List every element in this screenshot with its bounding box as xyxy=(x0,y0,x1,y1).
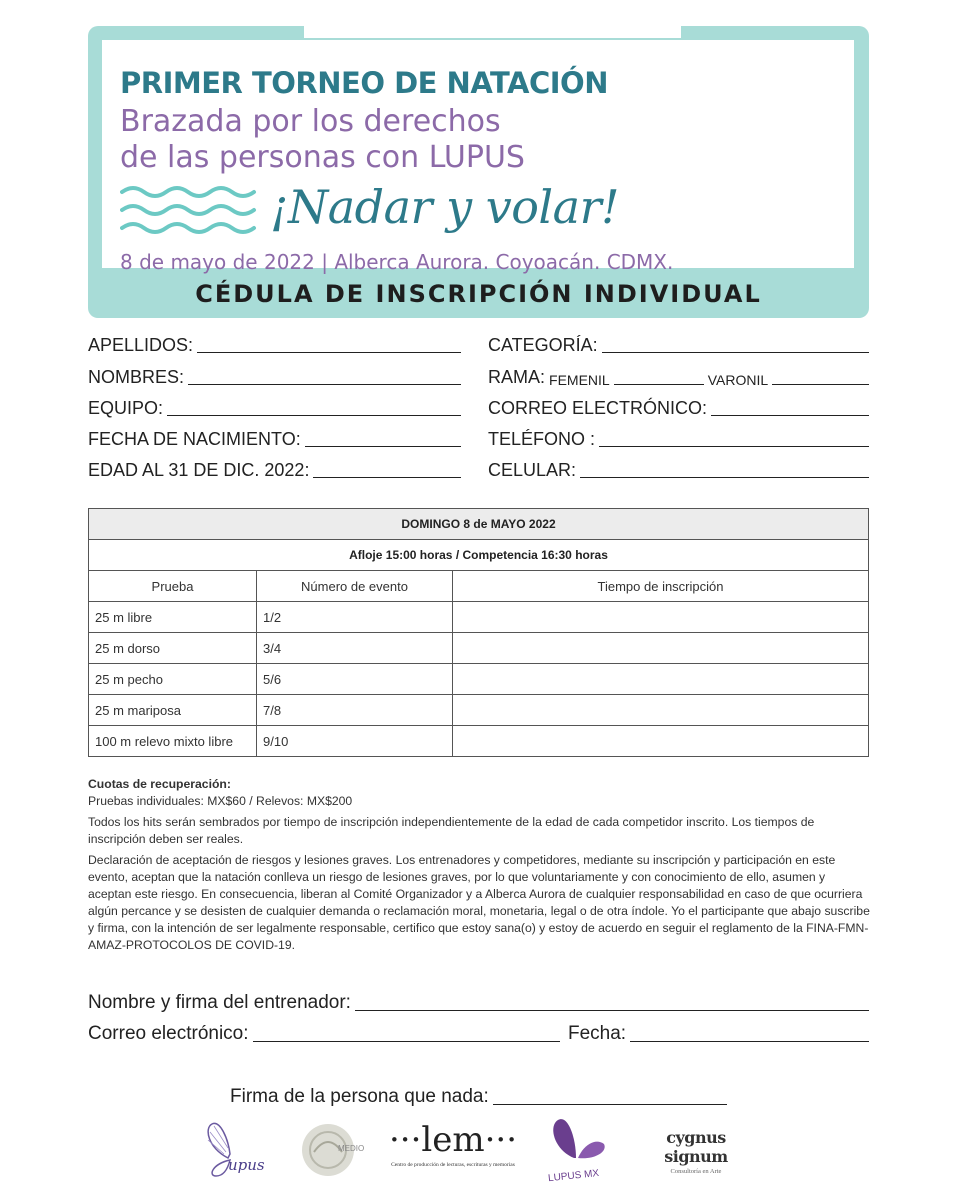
prueba-cell: 25 m pecho xyxy=(89,664,257,695)
edad-field[interactable] xyxy=(88,457,461,481)
prueba-cell: 25 m mariposa xyxy=(89,695,257,726)
lem-logo xyxy=(386,1122,520,1182)
table-row xyxy=(89,695,869,726)
equipo-field[interactable] xyxy=(88,395,461,419)
gris-medio-text: MEDIO xyxy=(338,1144,365,1153)
lem-logo-subtitle: Centro de producción de lecturas, escrituras y memorias xyxy=(391,1162,515,1168)
correo-label: CORREO ELECTRÓNICO: xyxy=(488,398,708,418)
table-row xyxy=(89,726,869,757)
table-row xyxy=(89,633,869,664)
celular-line[interactable] xyxy=(580,477,869,478)
coach-signature-field[interactable] xyxy=(88,990,869,1014)
lupus-mx-logo xyxy=(544,1114,610,1186)
schedule-table xyxy=(88,508,869,757)
apellidos-label: APELLIDOS: xyxy=(88,335,194,355)
tiempo-cell[interactable] xyxy=(453,726,869,757)
fecha-nacimiento-line[interactable] xyxy=(305,446,461,447)
coach-email-field[interactable] xyxy=(88,1021,560,1045)
column-header-evento: Número de evento xyxy=(257,571,453,602)
gris-medio-logo xyxy=(300,1122,370,1178)
celular-label: CELULAR: xyxy=(488,460,577,480)
prueba-cell: 25 m libre xyxy=(89,602,257,633)
lem-logo-text: ···lem··· xyxy=(388,1120,518,1160)
telefono-field[interactable] xyxy=(488,426,869,450)
fees-detail: Pruebas individuales: MX$60 / Relevos: MX$200 xyxy=(88,794,353,808)
nombres-label: NOMBRES: xyxy=(88,367,185,387)
categoria-label: CATEGORÍA: xyxy=(488,335,598,355)
tiempo-cell[interactable] xyxy=(453,633,869,664)
categoria-field[interactable] xyxy=(488,332,869,356)
coach-email-label: Correo electrónico: xyxy=(88,1023,249,1044)
evento-cell: 1/2 xyxy=(257,602,453,633)
table-row xyxy=(89,602,869,633)
seeding-paragraph: Todos los hits serán sembrados por tiempo de inscripción independientemente de la edad de cada competidor inscrito. Los tiempos de inscripción deben ser reales. xyxy=(88,815,815,846)
coach-signature-label: Nombre y firma del entrenador: xyxy=(88,992,351,1013)
schedule-day: DOMINGO 8 de MAYO 2022 xyxy=(89,509,869,540)
apellidos-line[interactable] xyxy=(197,352,461,353)
evento-cell: 5/6 xyxy=(257,664,453,695)
event-subtitle-line2: de las personas con LUPUS xyxy=(120,140,525,175)
equipo-label: EQUIPO: xyxy=(88,398,164,418)
column-header-prueba: Prueba xyxy=(89,571,257,602)
header-banner xyxy=(88,26,869,318)
correo-line[interactable] xyxy=(711,415,869,416)
lupus-mx-text: LUPUS MX xyxy=(547,1167,600,1185)
swimmer-signature-label: Firma de la persona que nada: xyxy=(230,1086,489,1107)
prueba-cell: 100 m relevo mixto libre xyxy=(89,726,257,757)
edad-line[interactable] xyxy=(313,477,461,478)
prueba-cell: 25 m dorso xyxy=(89,633,257,664)
table-row xyxy=(89,664,869,695)
telefono-label: TELÉFONO : xyxy=(488,429,596,449)
fecha-nacimiento-field[interactable] xyxy=(88,426,461,450)
coach-signature-line[interactable] xyxy=(355,1010,869,1011)
tiempo-cell[interactable] xyxy=(453,664,869,695)
banner-notch xyxy=(304,24,681,38)
waiver-paragraph: Declaración de aceptación de riesgos y lesiones graves. Los entrenadores y competidores, mediante su inscripción y participación en este evento, aceptan que la natación conlleva un riesgo de lesiones graves, por lo que voluntariamente y con conocimiento de ello, asumen y aceptan este riesgo. En consecuencia, liberan al Comité Organizador y a Alberca Aurora de cualquier responsabilidad en caso de que ocurriera algún percance y se desisten de cualquier demanda o reclamación moral, monetaria, legal o de otra índole. Yo el participante que abajo suscribe y firma, con la intención de ser legalmente responsable, certifico que estoy sana(o) y estoy de acuerdo en seguir el reglamento de la FINA-FMN-AMAZ-PROTOCOLOS DE COVID-19. xyxy=(88,853,870,952)
column-header-tiempo: Tiempo de inscripción xyxy=(453,571,869,602)
femenil-line[interactable] xyxy=(614,384,704,385)
celular-field[interactable] xyxy=(488,457,869,481)
butterfly-icon xyxy=(544,1114,610,1166)
fecha-nacimiento-label: FECHA DE NACIMIENTO: xyxy=(88,429,301,449)
equipo-line[interactable] xyxy=(167,415,461,416)
date-label: Fecha: xyxy=(568,1023,627,1044)
rama-label: RAMA: xyxy=(488,367,546,387)
correo-field[interactable] xyxy=(488,395,869,419)
event-slogan: ¡Nadar y volar! xyxy=(270,180,620,234)
evento-cell: 3/4 xyxy=(257,633,453,664)
tiempo-cell[interactable] xyxy=(453,602,869,633)
nombres-line[interactable] xyxy=(188,384,461,385)
edad-label: EDAD AL 31 DE DIC. 2022: xyxy=(88,460,310,480)
rama-field[interactable] xyxy=(488,364,869,388)
fees-title: Cuotas de recuperación: xyxy=(88,777,231,791)
waves-icon xyxy=(120,182,260,242)
femenil-label: FEMENIL xyxy=(549,372,610,388)
apellidos-field[interactable] xyxy=(88,332,461,356)
evento-cell: 7/8 xyxy=(257,695,453,726)
lupus-butterfly-logo xyxy=(198,1118,268,1182)
nombres-field[interactable] xyxy=(88,364,461,388)
varonil-line[interactable] xyxy=(772,384,869,385)
date-field[interactable] xyxy=(568,1021,869,1045)
cygnus-logo-text: cygnus signum xyxy=(664,1128,728,1166)
schedule-times: Afloje 15:00 horas / Competencia 16:30 horas xyxy=(89,540,869,571)
varonil-label: VARONIL xyxy=(707,372,769,388)
swimmer-signature-field[interactable] xyxy=(230,1084,727,1108)
tiempo-cell[interactable] xyxy=(453,695,869,726)
telefono-line[interactable] xyxy=(599,446,869,447)
categoria-line[interactable] xyxy=(602,352,869,353)
lupus-logo-text: upus xyxy=(228,1156,265,1174)
evento-cell: 9/10 xyxy=(257,726,453,757)
event-title: PRIMER TORNEO DE NATACIÓN xyxy=(120,66,608,100)
cygnus-signum-logo xyxy=(636,1128,756,1178)
form-title: CÉDULA DE INSCRIPCIÓN INDIVIDUAL xyxy=(195,280,762,308)
date-line[interactable] xyxy=(630,1041,869,1042)
event-subtitle-line1: Brazada por los derechos xyxy=(120,104,501,139)
fees-block xyxy=(88,776,871,954)
event-date-place: 8 de mayo de 2022 | Alberca Aurora. Coyoacán. CDMX. xyxy=(120,250,674,274)
coach-email-line[interactable] xyxy=(253,1041,560,1042)
swimmer-signature-line[interactable] xyxy=(493,1104,727,1105)
header-box xyxy=(102,40,854,274)
cygnus-logo-subtitle: Consultoría en Arte xyxy=(670,1168,722,1175)
